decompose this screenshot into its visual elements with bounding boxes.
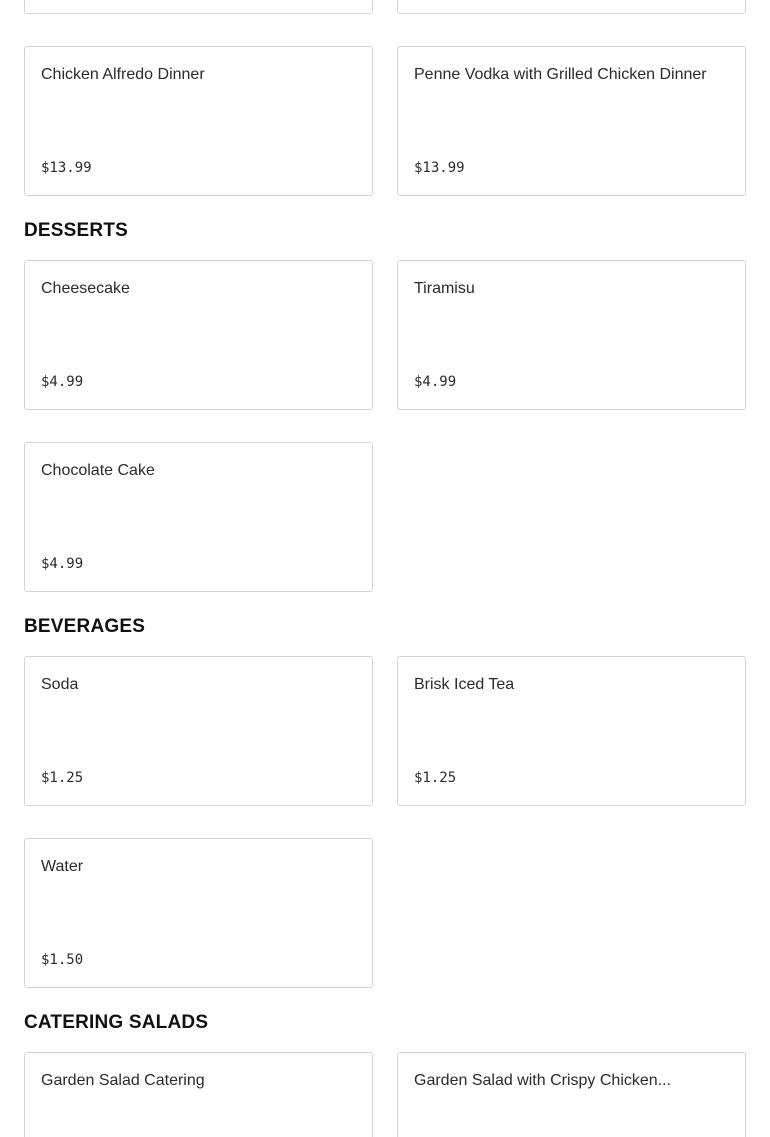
- menu-item-card-penne-vodka-dinner[interactable]: [397, 46, 746, 196]
- menu-item-card-chicken-alfredo-dinner[interactable]: [24, 46, 373, 196]
- menu-item-card-tiramisu[interactable]: [397, 260, 746, 410]
- section-title-beverages: BEVERAGES: [24, 616, 146, 637]
- menu-item-name: Brisk Iced Tea: [414, 676, 515, 693]
- menu-item-card-garden-salad-catering[interactable]: [24, 1052, 373, 1137]
- menu-item-price: $1.50: [41, 952, 84, 968]
- menu-item-price: $1.25: [41, 770, 84, 786]
- menu-item-card-brisk-iced-tea[interactable]: [397, 656, 746, 806]
- menu-item-card-water[interactable]: [24, 838, 373, 988]
- menu-item-price: $4.99: [414, 374, 457, 390]
- menu-item-name: Penne Vodka with Grilled Chicken Dinner: [414, 66, 707, 83]
- menu-item-name: Garden Salad with Crispy Chicken...: [414, 1072, 671, 1089]
- menu-item-name: Soda: [41, 676, 79, 693]
- menu-item-name: Garden Salad Catering: [41, 1072, 205, 1089]
- menu-item-name: Chocolate Cake: [41, 462, 155, 479]
- menu-item-name: Chicken Alfredo Dinner: [41, 66, 205, 83]
- section-title-desserts: DESSERTS: [24, 220, 129, 241]
- menu-item-card-chocolate-cake[interactable]: [24, 442, 373, 592]
- menu-item-name: Tiramisu: [414, 280, 475, 297]
- menu-item-price: $1.25: [414, 770, 457, 786]
- menu-item-name: Water: [41, 858, 84, 875]
- menu-item-price: $13.99: [414, 160, 465, 176]
- menu-item-card-soda[interactable]: [24, 656, 373, 806]
- menu-item-name: Cheesecake: [41, 280, 130, 297]
- section-title-catering-salads: CATERING SALADS: [24, 1012, 209, 1033]
- menu-item-card[interactable]: [397, 0, 746, 14]
- menu-item-price: $13.99: [41, 160, 92, 176]
- menu-item-price: $4.99: [41, 374, 84, 390]
- menu-item-card-cheesecake[interactable]: [24, 260, 373, 410]
- menu-item-card[interactable]: [24, 0, 373, 14]
- menu-item-card-garden-salad-crispy-chicken[interactable]: [397, 1052, 746, 1137]
- menu-item-price: $4.99: [41, 556, 84, 572]
